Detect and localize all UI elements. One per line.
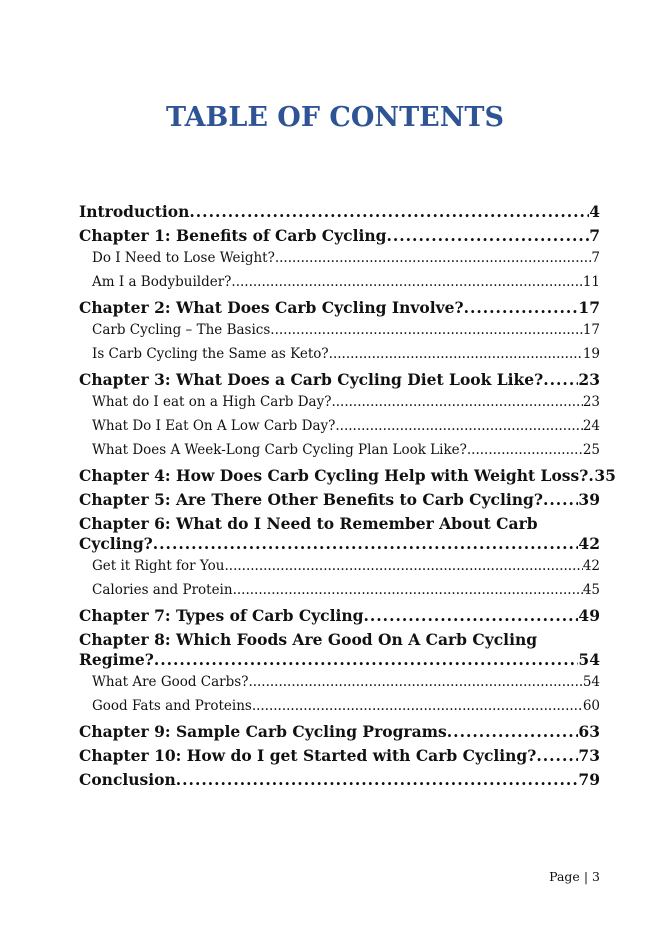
toc-entry-label: Is Carb Cycling the Same as Keto? bbox=[92, 346, 329, 362]
toc-entry-label: Chapter 10: How do I get Started with Carb Cycling? bbox=[79, 746, 537, 765]
toc-page-number: 24 bbox=[582, 418, 600, 434]
leader-dots bbox=[467, 442, 583, 458]
toc-subsection-entry[interactable] bbox=[79, 274, 600, 298]
toc-page-number: 49 bbox=[578, 606, 600, 625]
leader-dots bbox=[154, 650, 579, 669]
toc-entry-label: Get it Right for You bbox=[92, 558, 225, 574]
toc-entry-label: What Are Good Carbs? bbox=[92, 674, 249, 690]
toc-entry-label: Chapter 5: Are There Other Benefits to Carb Cycling? bbox=[79, 490, 543, 509]
toc-subsection-entry[interactable] bbox=[79, 346, 600, 370]
toc-page-number: 7 bbox=[589, 226, 600, 245]
toc-entry-label: Chapter 9: Sample Carb Cycling Programs bbox=[79, 722, 447, 741]
toc-entry-label-line2: Regime? bbox=[79, 650, 154, 669]
toc-page-number: 42 bbox=[578, 534, 600, 553]
leader-dots bbox=[176, 770, 579, 789]
toc-entry-label: Chapter 3: What Does a Carb Cycling Diet Look Like? bbox=[79, 370, 544, 389]
toc-page-number: 25 bbox=[582, 442, 600, 458]
toc-entry-label: Introduction bbox=[79, 202, 190, 221]
toc-entry[interactable] bbox=[79, 514, 600, 556]
toc-chapter-entry[interactable] bbox=[79, 466, 616, 490]
toc-chapter-entry[interactable] bbox=[79, 202, 600, 226]
toc-page-number: 63 bbox=[578, 722, 600, 741]
toc-entry-label: Calories and Protein bbox=[92, 582, 233, 598]
leader-dots bbox=[153, 534, 579, 553]
toc-chapter-entry[interactable] bbox=[79, 370, 600, 394]
toc-chapter-entry[interactable] bbox=[79, 226, 600, 250]
toc-page-number: 54 bbox=[578, 650, 600, 669]
leader-dots bbox=[189, 202, 589, 221]
toc-entry-row bbox=[79, 534, 600, 556]
toc-subsection-entry[interactable] bbox=[79, 698, 600, 722]
toc-entry-label: Am I a Bodybuilder? bbox=[92, 274, 232, 290]
page-number: 3 bbox=[592, 869, 600, 884]
toc-entry-label: Carb Cycling – The Basics bbox=[92, 322, 271, 338]
leader-dots bbox=[536, 746, 578, 765]
toc-entry-label: What Do I Eat On A Low Carb Day? bbox=[92, 418, 336, 434]
leader-dots bbox=[270, 322, 583, 338]
toc-page-number: 45 bbox=[582, 582, 600, 598]
leader-dots bbox=[329, 346, 583, 362]
toc-page-number: 60 bbox=[582, 698, 600, 714]
toc-page-number: 17 bbox=[582, 322, 600, 338]
leader-dots bbox=[447, 722, 579, 741]
toc-entry[interactable] bbox=[79, 630, 600, 672]
page-footer bbox=[549, 869, 600, 884]
toc-entry-label-line1: Chapter 6: What do I Need to Remember About Carb bbox=[79, 514, 538, 533]
leader-dots bbox=[543, 490, 578, 509]
toc-entry-row bbox=[79, 650, 600, 672]
toc-page-number: 73 bbox=[578, 746, 600, 765]
toc-chapter-entry[interactable] bbox=[79, 722, 600, 746]
toc-subsection-entry[interactable] bbox=[79, 418, 600, 442]
leader-dots bbox=[335, 418, 582, 434]
toc-entry-label: Conclusion bbox=[79, 770, 176, 789]
toc-subsection-entry[interactable] bbox=[79, 394, 600, 418]
toc-entry-label: What Does A Week-Long Carb Cycling Plan Look Like? bbox=[92, 442, 467, 458]
toc-chapter-entry[interactable] bbox=[79, 490, 600, 514]
toc-chapter-entry[interactable] bbox=[79, 298, 600, 322]
leader-dots bbox=[275, 250, 592, 266]
toc-entry-label: Chapter 2: What Does Carb Cycling Involve? bbox=[79, 298, 464, 317]
toc-chapter-entry[interactable] bbox=[79, 606, 600, 630]
toc-subsection-entry[interactable] bbox=[79, 558, 600, 582]
toc-page-number: 23 bbox=[582, 394, 600, 410]
toc-entry-label: Chapter 1: Benefits of Carb Cycling bbox=[79, 226, 387, 245]
toc-chapter-entry[interactable] bbox=[79, 746, 600, 770]
toc-page-number: 11 bbox=[582, 274, 600, 290]
toc-entry-label: Good Fats and Proteins bbox=[92, 698, 252, 714]
toc-page-number: 19 bbox=[582, 346, 600, 362]
toc-subsection-entry[interactable] bbox=[79, 442, 600, 466]
leader-dots bbox=[231, 274, 582, 290]
toc-chapter-entry[interactable] bbox=[79, 770, 600, 794]
toc-page-number: 54 bbox=[582, 674, 600, 690]
leader-dots bbox=[543, 370, 578, 389]
toc-page-number: 35 bbox=[594, 466, 616, 485]
toc-entry-label-line2: Cycling? bbox=[79, 534, 153, 553]
toc-entry-label-line1: Chapter 8: Which Foods Are Good On A Carb Cycling bbox=[79, 630, 538, 649]
leader-dots bbox=[248, 674, 582, 690]
toc-page-number: 42 bbox=[582, 558, 600, 574]
toc-page-number: 4 bbox=[589, 202, 600, 221]
leader-dots bbox=[363, 606, 578, 625]
leader-dots bbox=[386, 226, 589, 245]
toc-subsection-entry[interactable] bbox=[79, 582, 600, 606]
toc-page-number: 39 bbox=[578, 490, 600, 509]
leader-dots bbox=[225, 558, 583, 574]
toc-title: TABLE OF CONTENTS bbox=[165, 102, 505, 133]
toc-subsection-entry[interactable] bbox=[79, 322, 600, 346]
toc-subsection-entry[interactable] bbox=[79, 250, 600, 274]
toc-list bbox=[79, 202, 616, 794]
toc-page-number: 17 bbox=[578, 298, 600, 317]
toc-subsection-entry[interactable] bbox=[79, 674, 600, 698]
toc-entry-label: What do I eat on a High Carb Day? bbox=[92, 394, 332, 410]
leader-dots bbox=[233, 582, 583, 598]
leader-dots bbox=[331, 394, 582, 410]
toc-entry-label: Chapter 7: Types of Carb Cycling bbox=[79, 606, 364, 625]
toc-entry-label: Chapter 4: How Does Carb Cycling Help with Weight Loss? bbox=[79, 466, 589, 485]
leader-dots bbox=[464, 298, 579, 317]
toc-page-number: 79 bbox=[578, 770, 600, 789]
leader-dots bbox=[252, 698, 583, 714]
toc-page-number: 23 bbox=[578, 370, 600, 389]
page-label: Page bbox=[549, 869, 580, 884]
toc-entry-label: Do I Need to Lose Weight? bbox=[92, 250, 275, 266]
page-separator: | bbox=[583, 869, 589, 884]
toc-page-number: 7 bbox=[591, 250, 600, 266]
